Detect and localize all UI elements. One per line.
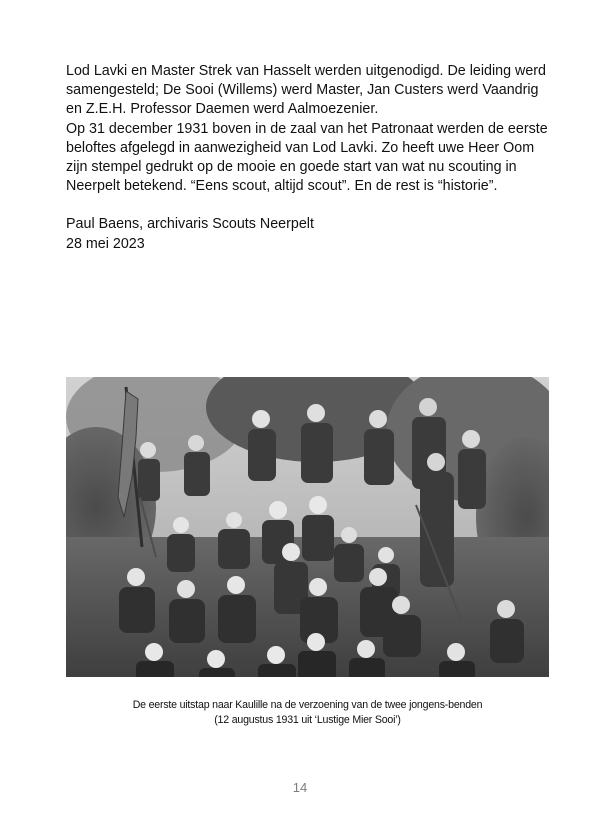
- author-line: Paul Baens, archivaris Scouts Neerpelt: [66, 216, 314, 233]
- paragraph-leadership: Lod Lavki en Master Strek van Hasselt werden uitgenodigd. De leiding werd samengesteld; De Sooi (Willems) werd Master, Jan Custers werd Vaandrig en Z.E.H. Professor Daemen werd Aalmoezenier.: [66, 63, 547, 118]
- scout-group-photo: [66, 377, 549, 677]
- paragraph-spacer: [66, 196, 556, 215]
- body-text: [66, 62, 556, 254]
- page-number: 14: [292, 780, 308, 795]
- photo-caption: [66, 698, 549, 728]
- caption-line-2: (12 augustus 1931 uit ‘Lustige Mier Sooi’): [214, 714, 401, 726]
- caption-line-1: De eerste uitstap naar Kaulille na de verzoening van de twee jongens-benden: [132, 699, 483, 711]
- date-line: 28 mei 2023: [66, 235, 145, 252]
- paragraph-first-promises: Op 31 december 1931 boven in de zaal van het Patronaat werden de eerste beloftes afgelegd in aanwezigheid van Lod Lavki. Zo heeft uwe Heer Oom zijn stempel gedrukt op de mooie en goede start van wat nu scouting in Neerpelt betekend. “Eens scout, altijd scout”. En de rest is “historie”.: [66, 120, 548, 195]
